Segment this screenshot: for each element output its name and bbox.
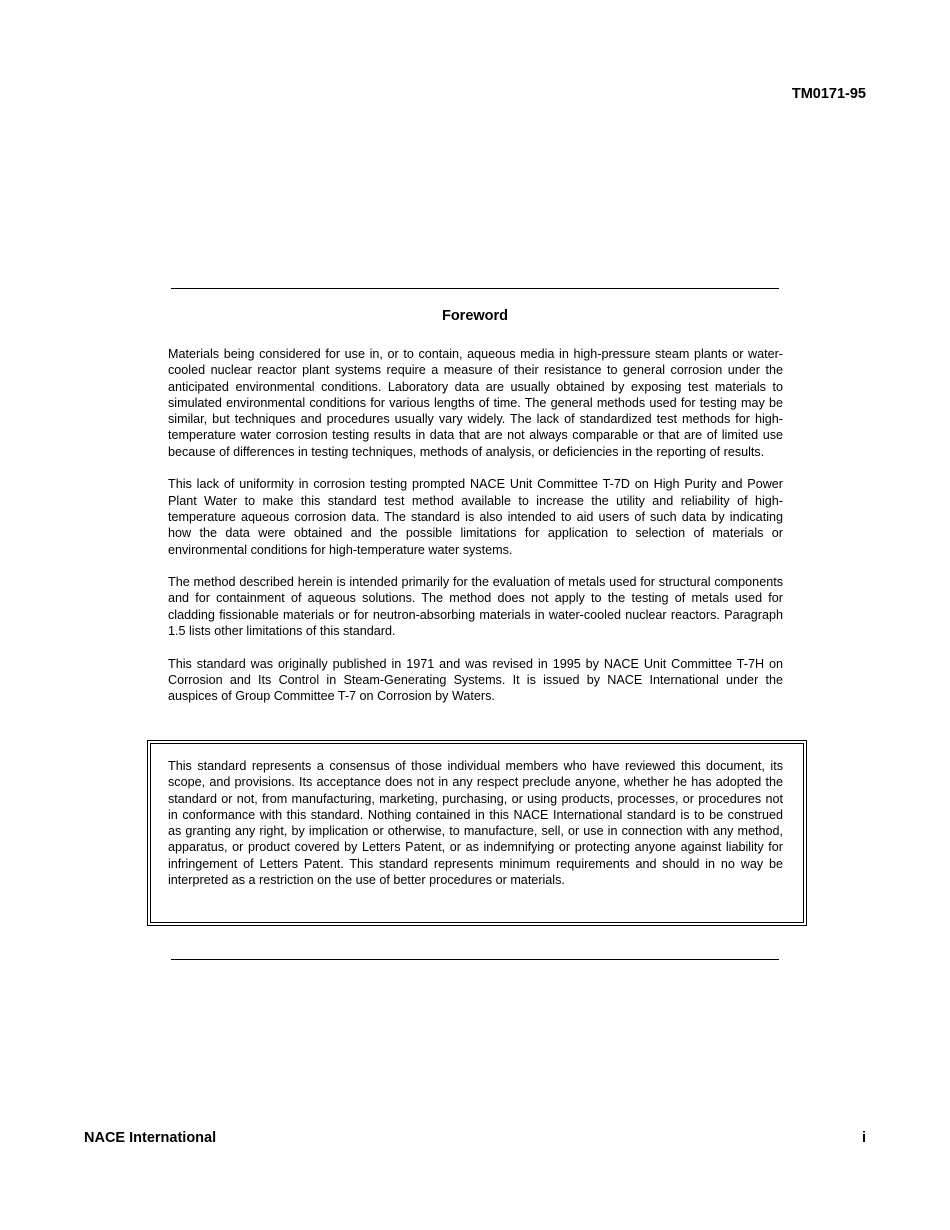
document-id: TM0171-95	[791, 86, 866, 102]
foreword-paragraph-4: This standard was originally published in 1971 and was revised in 1995 by NACE Unit Committee T-7H on Corrosion and Its Control in Steam-Generating Systems. It is issued by NACE International under the auspices of Group Committee T-7 on Corrosion by Waters.	[168, 656, 783, 704]
foreword-paragraph-2: This lack of uniformity in corrosion testing prompted NACE Unit Committee T-7D on High Purity and Power Plant Water to make this standard test method available to increase the utility and reliability of high-temperature aqueous corrosion data. The standard is also intended to aid users of such data by indicating how the data were obtained and the possible limitations for application to selection of materials or environmental conditions for high-temperature water systems.	[168, 477, 783, 557]
foreword-paragraph-3: The method described herein is intended primarily for the evaluation of metals used for structural components and for containment of aqueous solutions. The method does not apply to the testing of metals used for cladding fissionable materials or for neutron-absorbing materials in water-cooled nuclear reactors. Paragraph 1.5 lists other limitations of this standard.	[168, 575, 783, 639]
top-divider	[171, 288, 779, 289]
footer-page-number: i	[861, 1130, 866, 1146]
consensus-notice-text: This standard represents a consensus of those individual members who have reviewed this document, its scope, and provisions. Its acceptance does not in any respect preclude anyone, whether he has adopted the standard or not, from manufacturing, marketing, purchasing, or using products, processes, or procedures not in conformance with this standard. Nothing contained in this NACE International standard is to be construed as granting any right, by implication or otherwise, to manufacture, sell, or use in connection with any method, apparatus, or product covered by Letters Patent, or as indemnifying or protecting anyone against liability for infringement of Letters Patent. This standard represents minimum requirements and should in no way be interpreted as a restriction on the use of better procedures or materials.	[168, 759, 783, 888]
bottom-divider	[171, 959, 779, 960]
foreword-body	[168, 346, 783, 721]
foreword-title: Foreword	[441, 308, 509, 324]
foreword-paragraph-1: Materials being considered for use in, or to contain, aqueous media in high-pressure steam plants or water-cooled nuclear reactor plant systems require a measure of their resistance to general corrosion under the anticipated environmental conditions. Laboratory data are usually obtained by exposing test materials to simulated environmental conditions for various lengths of time. The general methods used for testing may be similar, but techniques and procedures usually vary widely. The lack of standardized test methods for high-temperature water corrosion testing results in data that are not always comparable or that are of limited use because of differences in testing techniques, methods of analysis, or deficiencies in the reporting of results.	[168, 347, 783, 459]
footer-organization: NACE International	[84, 1130, 217, 1146]
